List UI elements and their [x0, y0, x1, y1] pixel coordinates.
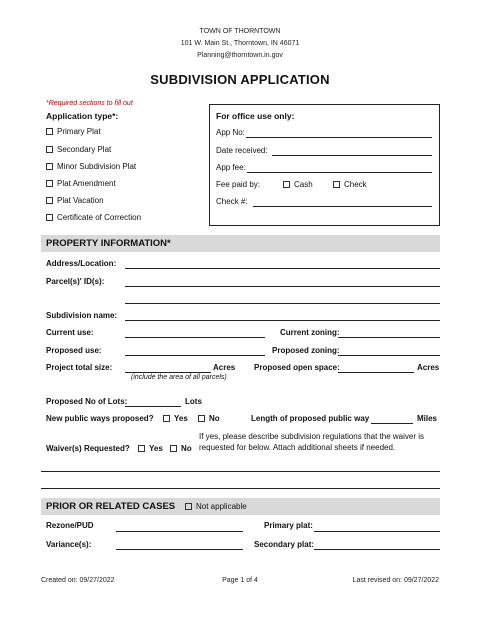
- checkbox-icon[interactable]: [333, 181, 340, 188]
- primary-plat-field[interactable]: [314, 531, 440, 532]
- town-address: 101 W. Main St., Thorntown, IN 46071: [180, 40, 300, 47]
- checkbox-icon[interactable]: [46, 146, 53, 153]
- checkbox-icon[interactable]: [46, 163, 53, 170]
- app-fee-label: App fee:: [216, 163, 246, 172]
- variances-field[interactable]: [116, 549, 243, 550]
- app-no-label: App No:: [216, 128, 245, 137]
- waivers-yes[interactable]: Yes: [138, 444, 163, 453]
- public-ways-no[interactable]: No: [198, 414, 220, 423]
- length-public-way-label: Length of proposed public way: [251, 414, 370, 423]
- cash-option[interactable]: Cash: [283, 180, 313, 189]
- rezone-field[interactable]: [116, 531, 243, 532]
- check-number-field[interactable]: [253, 206, 432, 207]
- check-option[interactable]: Check: [333, 180, 367, 189]
- option-primary-plat[interactable]: Primary Plat: [46, 127, 101, 136]
- variances-label: Variance(s):: [46, 540, 92, 549]
- waiver-description-field[interactable]: [41, 471, 440, 472]
- option-secondary-plat[interactable]: Secondary Plat: [46, 145, 111, 154]
- subdivision-name-label: Subdivision name:: [46, 311, 118, 320]
- secondary-plat-label: Secondary plat:: [254, 540, 315, 549]
- miles-unit: Miles: [417, 414, 438, 423]
- fee-paid-by-label: Fee paid by:: [216, 180, 261, 189]
- not-applicable-option[interactable]: Not applicable: [185, 502, 247, 511]
- current-use-field[interactable]: [125, 337, 265, 338]
- proposed-open-space-field[interactable]: [338, 372, 414, 373]
- proposed-use-label: Proposed use:: [46, 346, 102, 355]
- option-plat-vacation[interactable]: Plat Vacation: [46, 196, 104, 205]
- proposed-zoning-field[interactable]: [338, 355, 440, 356]
- checkbox-icon[interactable]: [185, 503, 192, 510]
- new-public-ways-label: New public ways proposed?: [46, 414, 154, 423]
- size-note: (include the area of all parcels): [131, 374, 227, 381]
- checkbox-icon[interactable]: [46, 197, 53, 204]
- primary-plat-label: Primary plat:: [264, 521, 313, 530]
- project-total-size-field[interactable]: [125, 372, 211, 373]
- waivers-label: Waiver(s) Requested?: [46, 444, 130, 453]
- proposed-open-space-label: Proposed open space:: [254, 363, 340, 372]
- address-label: Address/Location:: [46, 259, 117, 268]
- waiver-note-line-2: requested for below. Attach additional sheets if needed.: [199, 443, 396, 452]
- date-received-label: Date received:: [216, 146, 268, 155]
- option-plat-amendment[interactable]: Plat Amendment: [46, 179, 116, 188]
- proposed-use-field[interactable]: [125, 355, 265, 356]
- application-type-label: Application type*:: [46, 111, 119, 121]
- public-ways-yes[interactable]: Yes: [163, 414, 188, 423]
- checkbox-icon[interactable]: [46, 180, 53, 187]
- waiver-note-line-1: If yes, please describe subdivision regulations that the waiver is: [199, 432, 425, 441]
- checkbox-icon[interactable]: [283, 181, 290, 188]
- property-information-title: PROPERTY INFORMATION*: [46, 238, 171, 249]
- waivers-no[interactable]: No: [170, 444, 192, 453]
- prior-cases-title: PRIOR OR RELATED CASES: [46, 501, 176, 512]
- check-number-label: Check #:: [216, 197, 248, 206]
- proposed-lots-label: Proposed No of Lots:: [46, 397, 128, 406]
- current-use-label: Current use:: [46, 328, 94, 337]
- acres-unit-1: Acres: [213, 363, 236, 372]
- required-note: *Required sections to fill out: [46, 100, 133, 107]
- option-minor-subdivision-plat[interactable]: Minor Subdivision Plat: [46, 162, 136, 171]
- secondary-plat-field[interactable]: [314, 549, 440, 550]
- checkbox-icon[interactable]: [170, 445, 177, 452]
- town-name: TOWN OF THORNTOWN: [199, 28, 281, 35]
- address-field[interactable]: [125, 268, 440, 269]
- checkbox-icon[interactable]: [198, 415, 205, 422]
- town-email: Planning@thorntown.in.gov: [197, 52, 283, 59]
- app-no-field[interactable]: [246, 137, 432, 138]
- proposed-lots-field[interactable]: [125, 406, 181, 407]
- lots-unit: Lots: [185, 397, 202, 406]
- parcel-id-label: Parcel(s)' ID(s):: [46, 277, 105, 286]
- current-zoning-field[interactable]: [338, 337, 440, 338]
- rezone-label: Rezone/PUD: [46, 521, 94, 530]
- office-use-title: For office use only:: [216, 111, 295, 121]
- page-title: SUBDIVISION APPLICATION: [150, 72, 330, 87]
- parcel-id-field-2[interactable]: [125, 303, 440, 304]
- date-received-field[interactable]: [272, 155, 432, 156]
- waiver-description-field-2[interactable]: [41, 488, 440, 489]
- project-total-size-label: Project total size:: [46, 363, 113, 372]
- current-zoning-label: Current zoning:: [280, 328, 340, 337]
- checkbox-icon[interactable]: [163, 415, 170, 422]
- acres-unit-2: Acres: [417, 363, 440, 372]
- proposed-zoning-label: Proposed zoning:: [272, 346, 340, 355]
- checkbox-icon[interactable]: [46, 128, 53, 135]
- parcel-id-field[interactable]: [125, 286, 440, 287]
- page-number: Page 1 of 4: [222, 577, 258, 584]
- length-public-way-field[interactable]: [371, 423, 413, 424]
- created-date: Created on: 09/27/2022: [41, 577, 115, 584]
- checkbox-icon[interactable]: [46, 214, 53, 221]
- subdivision-name-field[interactable]: [125, 320, 440, 321]
- option-certificate-of-correction[interactable]: Certificate of Correction: [46, 213, 141, 222]
- app-fee-field[interactable]: [247, 172, 432, 173]
- revised-date: Last revised on: 09/27/2022: [352, 577, 439, 584]
- checkbox-icon[interactable]: [138, 445, 145, 452]
